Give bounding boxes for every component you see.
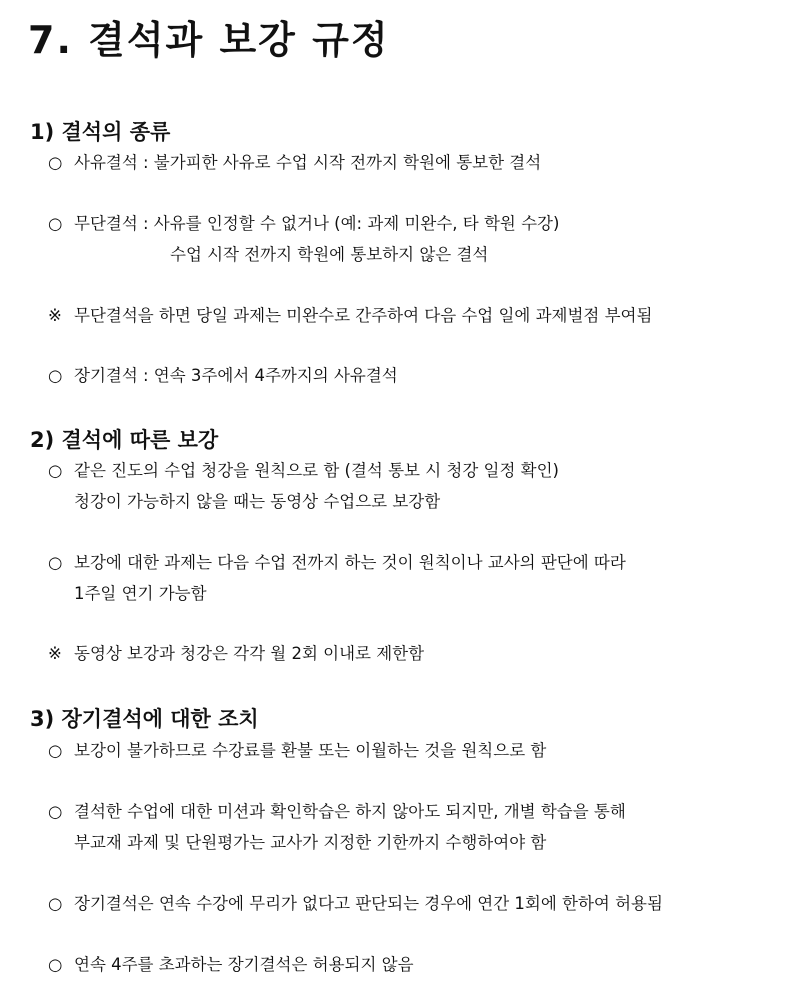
- item-text: 보강에 대한 과제는 다음 수업 전까지 하는 것이 원칙이나 교사의 판단에 따라: [74, 553, 626, 572]
- list-item: [48, 209, 559, 239]
- item-continuation: 1주일 연기 가능함: [74, 584, 207, 603]
- bullet-circle-icon: ○: [48, 955, 63, 974]
- item-text: 결석한 수업에 대한 미션과 확인학습은 하지 않아도 되지만, 개별 학습을 통해: [74, 802, 626, 821]
- list-item: [48, 950, 414, 980]
- bullet-circle-icon: ○: [48, 553, 63, 572]
- bullet-circle-icon: ○: [48, 366, 63, 385]
- note-item: [48, 301, 652, 331]
- section-heading-long-absence: 3) 장기결석에 대한 조치: [30, 707, 259, 731]
- section-heading-absence-types: 1) 결석의 종류: [30, 120, 171, 144]
- item-continuation: 청강이 가능하지 않을 때는 동영상 수업으로 보강함: [74, 492, 441, 511]
- item-text: 보강이 불가하므로 수강료를 환불 또는 이월하는 것을 원칙으로 함: [74, 741, 547, 760]
- item-text: 장기결석은 연속 수강에 무리가 없다고 판단되는 경우에 연간 1회에 한하여 허용됨: [74, 894, 663, 913]
- note-item: [48, 639, 424, 669]
- list-item: [48, 148, 541, 178]
- item-text: 무단결석 : 사유를 인정할 수 없거나 (예: 과제 미완수, 타 학원 수강): [74, 214, 560, 233]
- list-item: [48, 889, 663, 919]
- list-item: [48, 361, 398, 391]
- item-continuation: 부교재 과제 및 단원평가는 교사가 지정한 기한까지 수행하여야 함: [74, 833, 547, 852]
- item-text: 장기결석 : 연속 3주에서 4주까지의 사유결석: [74, 366, 398, 385]
- bullet-circle-icon: ○: [48, 153, 63, 172]
- section-heading-makeup-classes: 2) 결석에 따른 보강: [30, 428, 219, 452]
- list-item: [48, 548, 626, 578]
- bullet-circle-icon: ○: [48, 214, 63, 233]
- bullet-circle-icon: ○: [48, 741, 63, 760]
- item-text: 연속 4주를 초과하는 장기결석은 허용되지 않음: [74, 955, 414, 974]
- bullet-circle-icon: ○: [48, 802, 63, 821]
- list-item: [48, 456, 559, 486]
- reference-mark-icon: ※: [48, 644, 62, 663]
- bullet-circle-icon: ○: [48, 461, 63, 480]
- bullet-circle-icon: ○: [48, 894, 63, 913]
- item-continuation: 수업 시작 전까지 학원에 통보하지 않은 결석: [170, 245, 489, 264]
- page-title: 7. 결석과 보강 규정: [28, 18, 390, 62]
- reference-mark-icon: ※: [48, 306, 62, 325]
- item-text: 같은 진도의 수업 청강을 원칙으로 함 (결석 통보 시 청강 일정 확인): [74, 461, 559, 480]
- item-text: 무단결석을 하면 당일 과제는 미완수로 간주하여 다음 수업 일에 과제벌점 부여됨: [74, 306, 653, 325]
- item-text: 사유결석 : 불가피한 사유로 수업 시작 전까지 학원에 통보한 결석: [74, 153, 542, 172]
- item-text: 동영상 보강과 청강은 각각 월 2회 이내로 제한함: [74, 644, 425, 663]
- list-item: [48, 736, 546, 766]
- list-item: [48, 797, 626, 827]
